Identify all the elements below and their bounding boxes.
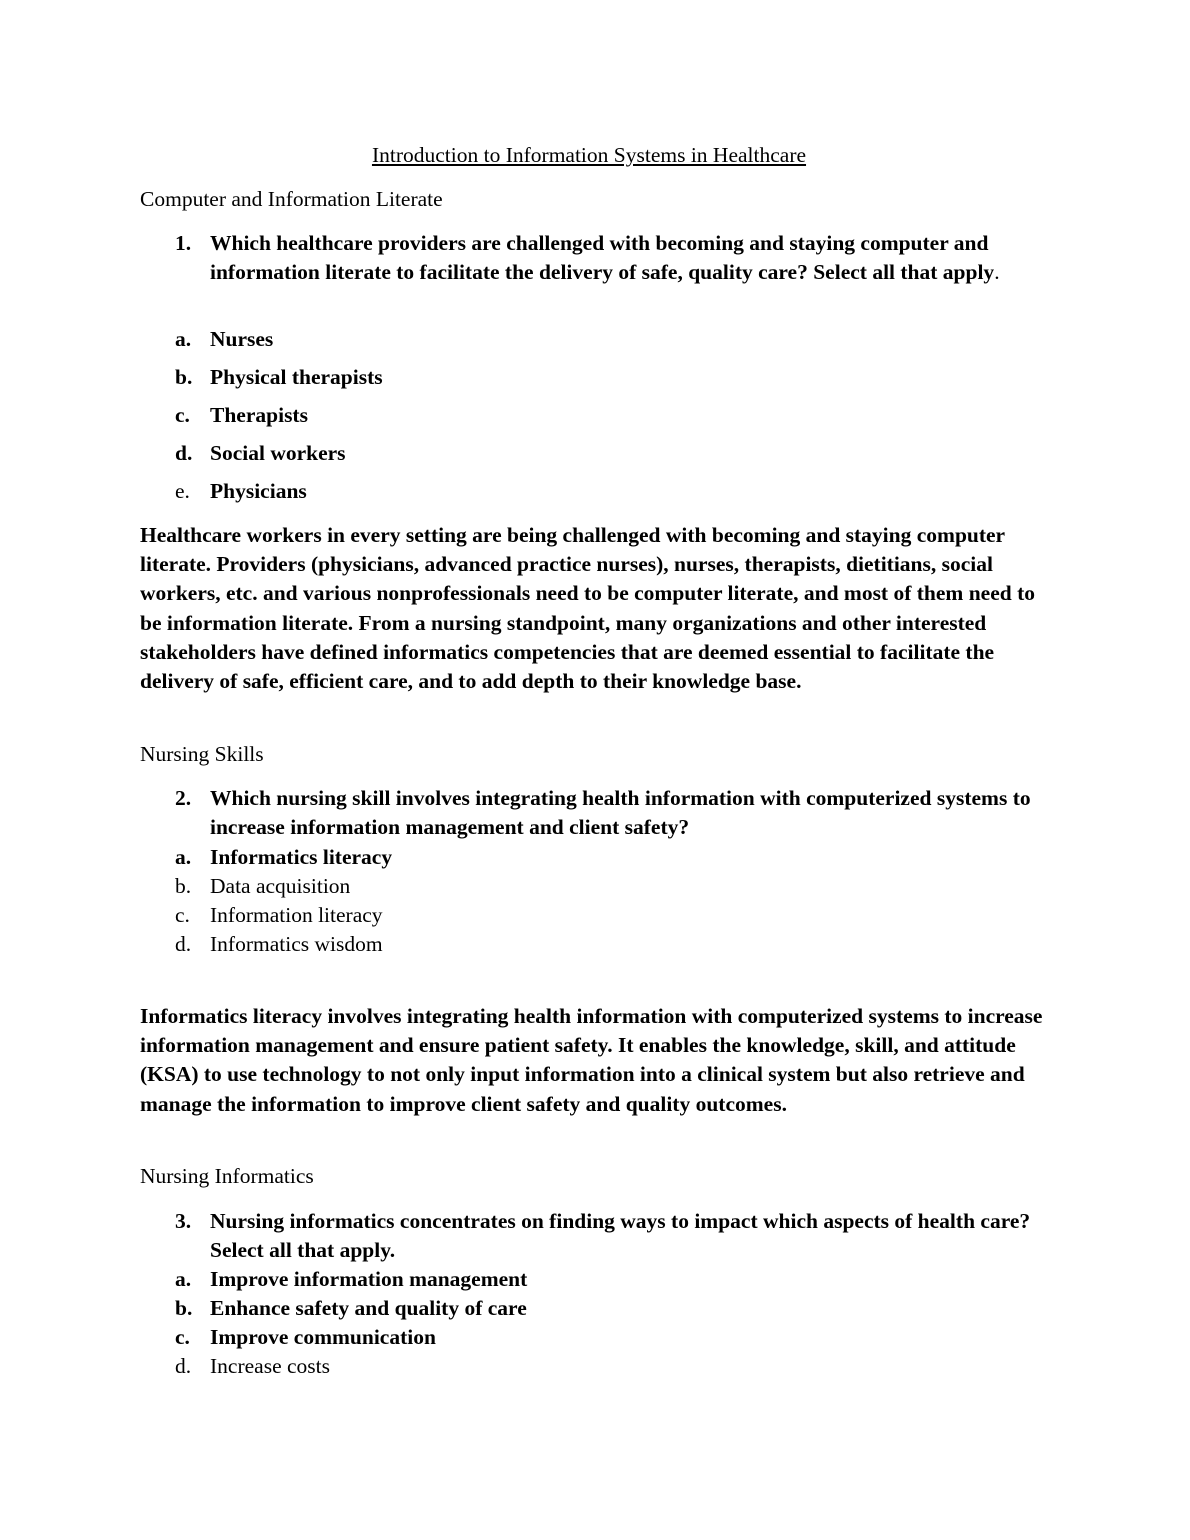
option-letter: d. xyxy=(175,932,192,956)
question-number: 1. xyxy=(175,231,192,255)
document-title: Introduction to Information Systems in Healthcare xyxy=(371,143,807,167)
option-letter: c. xyxy=(175,1325,190,1349)
question-number: 3. xyxy=(175,1209,192,1233)
option-d xyxy=(175,930,1055,958)
option-d xyxy=(175,439,1055,467)
rationale-2: Informatics literacy involves integrating health information with computerized systems to increase information management and ensure patient safety. It enables the knowledge, skill, and attitude (KSA) to use technology to not only input information into a clinical system but also retrieve and manage the information to improve client safety and quality outcomes. xyxy=(140,1004,1043,1116)
section-heading-nursing-skills: Nursing Skills xyxy=(140,742,264,766)
question-2 xyxy=(175,784,1055,843)
option-text: Increase costs xyxy=(210,1354,330,1378)
option-b xyxy=(175,363,1055,391)
option-c xyxy=(175,901,1055,929)
option-letter: b. xyxy=(175,1296,193,1320)
option-letter: d. xyxy=(175,1354,192,1378)
option-letter: b. xyxy=(175,365,193,389)
option-text: Social workers xyxy=(210,441,346,465)
option-letter: e. xyxy=(175,479,190,503)
question-3 xyxy=(175,1207,1055,1266)
section-heading-nursing-informatics: Nursing Informatics xyxy=(140,1164,314,1188)
option-c xyxy=(175,401,1055,429)
option-letter: b. xyxy=(175,874,192,898)
option-b xyxy=(175,872,1055,900)
option-text: Improve information management xyxy=(210,1267,528,1291)
option-text: Nurses xyxy=(210,327,274,351)
option-a xyxy=(175,325,1055,353)
section-heading-computer-literate: Computer and Information Literate xyxy=(140,187,443,211)
question-number: 2. xyxy=(175,786,192,810)
option-letter: c. xyxy=(175,403,190,427)
option-e xyxy=(175,477,1055,505)
option-letter: a. xyxy=(175,845,192,869)
option-text: Information literacy xyxy=(210,903,383,927)
option-letter: c. xyxy=(175,903,190,927)
question-text xyxy=(210,229,1055,288)
option-letter: a. xyxy=(175,1267,192,1291)
question-text: Nursing informatics concentrates on finding ways to impact which aspects of health care? Select all that apply. xyxy=(210,1209,1031,1263)
question-1 xyxy=(175,229,1055,288)
option-letter: a. xyxy=(175,327,192,351)
option-text: Enhance safety and quality of care xyxy=(210,1296,527,1320)
question-1-text: Which healthcare providers are challenged with becoming and staying computer and information literate to facilitate the delivery of safe, quality care? Select all that apply xyxy=(210,231,995,285)
option-c xyxy=(175,1323,1055,1351)
option-text: Improve communication xyxy=(210,1325,436,1349)
option-d xyxy=(175,1352,1055,1380)
question-1-trailing: . xyxy=(994,260,1000,285)
option-text: Physicians xyxy=(210,479,307,503)
option-text: Informatics wisdom xyxy=(210,932,383,956)
option-text: Physical therapists xyxy=(210,365,383,389)
option-letter: d. xyxy=(175,441,193,465)
option-b xyxy=(175,1294,1055,1322)
option-text: Informatics literacy xyxy=(210,845,393,869)
option-a xyxy=(175,1265,1055,1293)
rationale-1: Healthcare workers in every setting are being challenged with becoming and staying computer literate. Providers (physicians, advanced practice nurses), nurses, therapists, dietitians, social workers, etc. and various nonprofessionals need to be computer literate, and most of them need to be information literate. From a nursing standpoint, many organizations and other interested stakeholders have defined informatics competencies that are deemed essential to facilitate the delivery of safe, efficient care, and to add depth to their knowledge base. xyxy=(140,523,1035,694)
option-text: Therapists xyxy=(210,403,308,427)
option-text: Data acquisition xyxy=(210,874,351,898)
question-text: Which nursing skill involves integrating health information with computerized systems to increase information management and client safety? xyxy=(210,786,1031,840)
option-a xyxy=(175,843,1055,871)
